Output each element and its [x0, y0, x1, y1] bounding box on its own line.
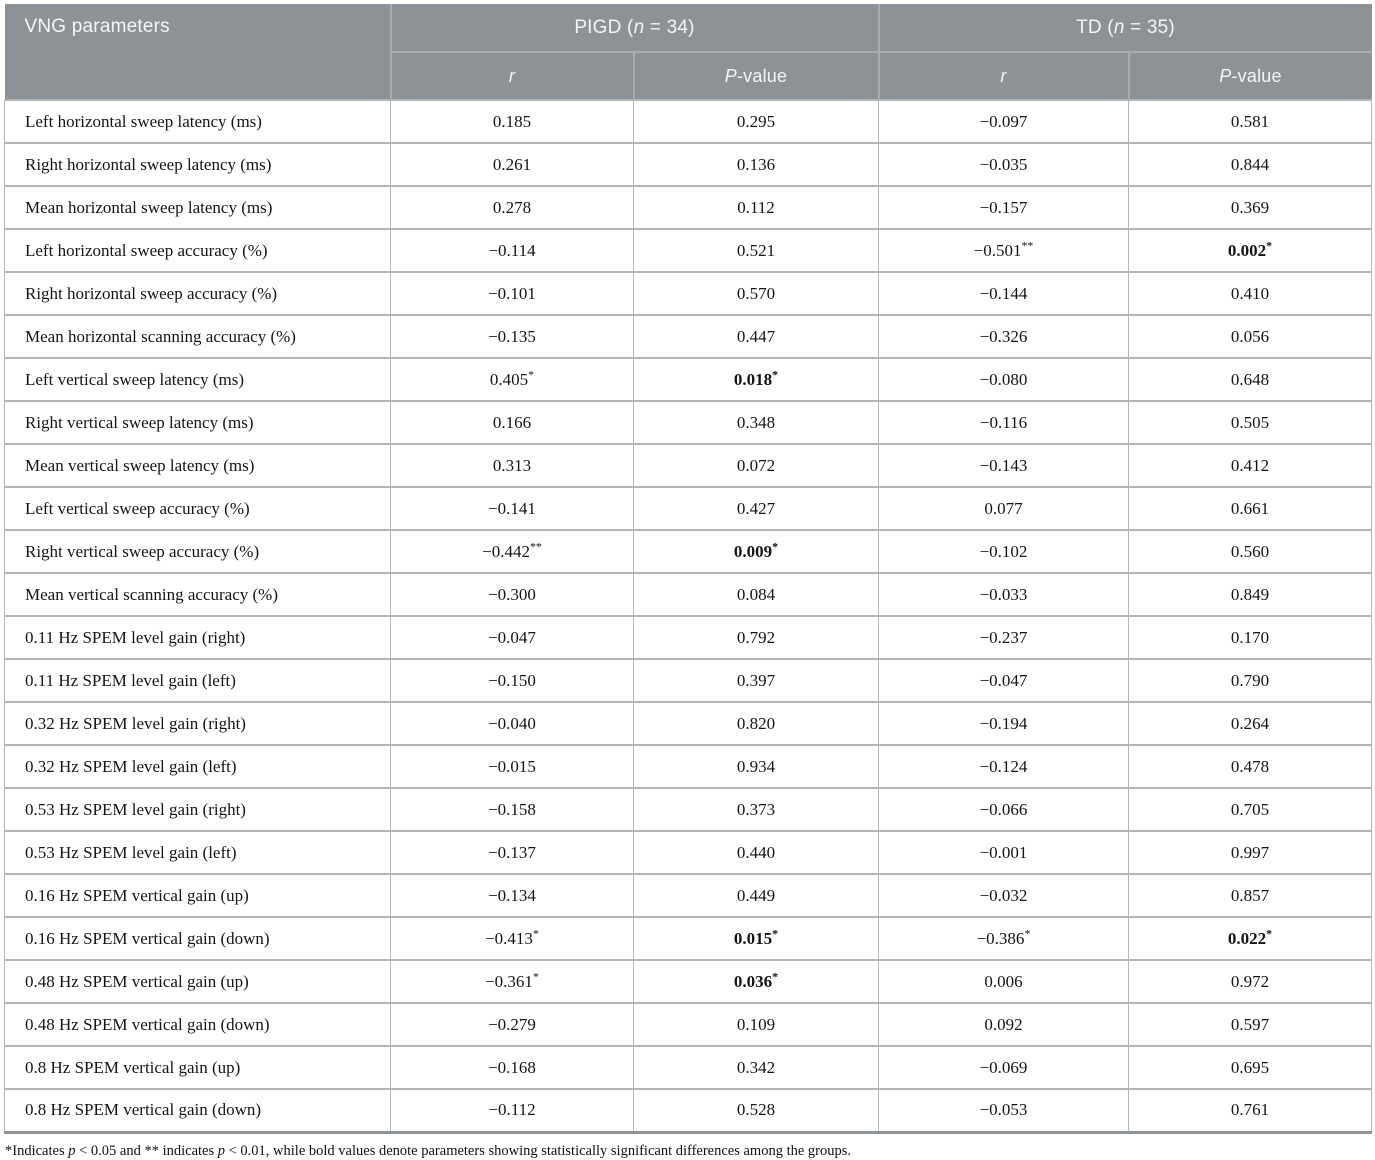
- table-row: [5, 788, 1372, 831]
- parameter-cell: Left vertical sweep accuracy (%): [5, 487, 391, 530]
- table-row: [5, 444, 1372, 487]
- value-cell: −0.015: [391, 745, 634, 788]
- table-row: [5, 1003, 1372, 1046]
- table-row: [5, 315, 1372, 358]
- value-cell: 0.018*: [634, 358, 879, 401]
- parameter-cell: Right vertical sweep accuracy (%): [5, 530, 391, 573]
- value-cell: −0.157: [879, 186, 1129, 229]
- value-cell: 0.560: [1129, 530, 1372, 573]
- value-cell: −0.112: [391, 1089, 634, 1132]
- value-cell: −0.116: [879, 401, 1129, 444]
- value-cell: 0.427: [634, 487, 879, 530]
- value-cell: −0.101: [391, 272, 634, 315]
- parameter-cell: Mean vertical scanning accuracy (%): [5, 573, 391, 616]
- value-cell: 0.112: [634, 186, 879, 229]
- value-cell: 0.373: [634, 788, 879, 831]
- table-row: [5, 530, 1372, 573]
- sub-header-pvalue-td: P-value: [1129, 52, 1372, 100]
- value-cell: 0.449: [634, 874, 879, 917]
- table-row: [5, 1046, 1372, 1089]
- value-cell: 0.006: [879, 960, 1129, 1003]
- value-cell: −0.097: [879, 100, 1129, 143]
- value-cell: 0.705: [1129, 788, 1372, 831]
- sub-header-pvalue-pigd: P-value: [634, 52, 879, 100]
- table-row: [5, 272, 1372, 315]
- value-cell: 0.405*: [391, 358, 634, 401]
- parameter-cell: Right horizontal sweep accuracy (%): [5, 272, 391, 315]
- parameter-cell: Right vertical sweep latency (ms): [5, 401, 391, 444]
- parameter-cell: 0.8 Hz SPEM vertical gain (down): [5, 1089, 391, 1132]
- table-row: [5, 659, 1372, 702]
- value-cell: 0.022*: [1129, 917, 1372, 960]
- value-cell: 0.761: [1129, 1089, 1372, 1132]
- value-cell: −0.135: [391, 315, 634, 358]
- parameter-cell: 0.48 Hz SPEM vertical gain (up): [5, 960, 391, 1003]
- table-row: [5, 702, 1372, 745]
- table-row: [5, 229, 1372, 272]
- group-header-row: [5, 4, 1372, 52]
- value-cell: −0.168: [391, 1046, 634, 1089]
- value-cell: 0.056: [1129, 315, 1372, 358]
- parameter-cell: 0.11 Hz SPEM level gain (right): [5, 616, 391, 659]
- parameter-cell: 0.53 Hz SPEM level gain (left): [5, 831, 391, 874]
- value-cell: −0.141: [391, 487, 634, 530]
- parameter-cell: 0.48 Hz SPEM vertical gain (down): [5, 1003, 391, 1046]
- value-cell: −0.300: [391, 573, 634, 616]
- value-cell: 0.166: [391, 401, 634, 444]
- value-cell: −0.237: [879, 616, 1129, 659]
- footnote: *Indicates p < 0.05 and ** indicates p < 0.01, while bold values denote parameters showing statistically significant differences among the groups.: [5, 1142, 852, 1159]
- value-cell: 0.084: [634, 573, 879, 616]
- value-cell: 0.849: [1129, 573, 1372, 616]
- value-cell: 0.447: [634, 315, 879, 358]
- value-cell: −0.102: [879, 530, 1129, 573]
- value-cell: −0.279: [391, 1003, 634, 1046]
- value-cell: −0.047: [391, 616, 634, 659]
- value-cell: −0.001: [879, 831, 1129, 874]
- table-row: [5, 1089, 1372, 1132]
- value-cell: 0.792: [634, 616, 879, 659]
- value-cell: 0.261: [391, 143, 634, 186]
- value-cell: 0.790: [1129, 659, 1372, 702]
- value-cell: 0.072: [634, 444, 879, 487]
- value-cell: −0.080: [879, 358, 1129, 401]
- value-cell: −0.194: [879, 702, 1129, 745]
- table-row: [5, 917, 1372, 960]
- value-cell: 0.009*: [634, 530, 879, 573]
- parameter-cell: Left horizontal sweep accuracy (%): [5, 229, 391, 272]
- parameter-cell: 0.32 Hz SPEM level gain (left): [5, 745, 391, 788]
- value-cell: −0.032: [879, 874, 1129, 917]
- parameter-cell: Mean horizontal sweep latency (ms): [5, 186, 391, 229]
- value-cell: 0.997: [1129, 831, 1372, 874]
- group-header-td: TD (n = 35): [879, 4, 1372, 52]
- value-cell: −0.442**: [391, 530, 634, 573]
- value-cell: −0.501**: [879, 229, 1129, 272]
- table-header: [5, 4, 1372, 100]
- value-cell: 0.972: [1129, 960, 1372, 1003]
- value-cell: 0.410: [1129, 272, 1372, 315]
- value-cell: 0.412: [1129, 444, 1372, 487]
- table-row: [5, 358, 1372, 401]
- parameter-cell: Mean vertical sweep latency (ms): [5, 444, 391, 487]
- value-cell: −0.114: [391, 229, 634, 272]
- table-row: [5, 874, 1372, 917]
- table-row: [5, 831, 1372, 874]
- value-cell: −0.069: [879, 1046, 1129, 1089]
- value-cell: −0.143: [879, 444, 1129, 487]
- value-cell: −0.150: [391, 659, 634, 702]
- value-cell: 0.109: [634, 1003, 879, 1046]
- value-cell: 0.036*: [634, 960, 879, 1003]
- value-cell: −0.124: [879, 745, 1129, 788]
- value-cell: 0.440: [634, 831, 879, 874]
- value-cell: −0.033: [879, 573, 1129, 616]
- value-cell: 0.185: [391, 100, 634, 143]
- parameter-cell: Left horizontal sweep latency (ms): [5, 100, 391, 143]
- value-cell: 0.264: [1129, 702, 1372, 745]
- value-cell: −0.144: [879, 272, 1129, 315]
- value-cell: 0.820: [634, 702, 879, 745]
- table-row: [5, 487, 1372, 530]
- sub-header-r-pigd: r: [391, 52, 634, 100]
- table-row: [5, 186, 1372, 229]
- value-cell: 0.597: [1129, 1003, 1372, 1046]
- table-row: [5, 616, 1372, 659]
- value-cell: 0.695: [1129, 1046, 1372, 1089]
- value-cell: 0.342: [634, 1046, 879, 1089]
- table-row: [5, 100, 1372, 143]
- parameter-cell: 0.32 Hz SPEM level gain (right): [5, 702, 391, 745]
- value-cell: 0.015*: [634, 917, 879, 960]
- table-row: [5, 573, 1372, 616]
- value-cell: −0.386*: [879, 917, 1129, 960]
- group-header-pigd: PIGD (n = 34): [391, 4, 879, 52]
- value-cell: 0.934: [634, 745, 879, 788]
- value-cell: 0.002*: [1129, 229, 1372, 272]
- value-cell: 0.528: [634, 1089, 879, 1132]
- value-cell: 0.521: [634, 229, 879, 272]
- value-cell: 0.348: [634, 401, 879, 444]
- value-cell: 0.092: [879, 1003, 1129, 1046]
- parameter-cell: 0.16 Hz SPEM vertical gain (down): [5, 917, 391, 960]
- value-cell: 0.570: [634, 272, 879, 315]
- value-cell: 0.313: [391, 444, 634, 487]
- value-cell: 0.661: [1129, 487, 1372, 530]
- value-cell: −0.035: [879, 143, 1129, 186]
- table-row: [5, 745, 1372, 788]
- vng-correlation-table: [4, 4, 1372, 1134]
- value-cell: 0.369: [1129, 186, 1372, 229]
- parameter-cell: 0.53 Hz SPEM level gain (right): [5, 788, 391, 831]
- value-cell: 0.857: [1129, 874, 1372, 917]
- table-row: [5, 143, 1372, 186]
- value-cell: 0.077: [879, 487, 1129, 530]
- value-cell: −0.158: [391, 788, 634, 831]
- parameter-cell: Left vertical sweep latency (ms): [5, 358, 391, 401]
- value-cell: 0.581: [1129, 100, 1372, 143]
- value-cell: −0.066: [879, 788, 1129, 831]
- value-cell: 0.505: [1129, 401, 1372, 444]
- value-cell: 0.278: [391, 186, 634, 229]
- value-cell: −0.326: [879, 315, 1129, 358]
- value-cell: 0.170: [1129, 616, 1372, 659]
- value-cell: −0.040: [391, 702, 634, 745]
- value-cell: −0.361*: [391, 960, 634, 1003]
- sub-header-r-td: r: [879, 52, 1129, 100]
- value-cell: −0.137: [391, 831, 634, 874]
- parameter-cell: 0.8 Hz SPEM vertical gain (up): [5, 1046, 391, 1089]
- parameter-cell: Right horizontal sweep latency (ms): [5, 143, 391, 186]
- parameter-cell: Mean horizontal scanning accuracy (%): [5, 315, 391, 358]
- value-cell: 0.478: [1129, 745, 1372, 788]
- value-cell: 0.136: [634, 143, 879, 186]
- value-cell: 0.397: [634, 659, 879, 702]
- value-cell: −0.053: [879, 1089, 1129, 1132]
- value-cell: −0.413*: [391, 917, 634, 960]
- value-cell: 0.295: [634, 100, 879, 143]
- parameter-cell: 0.16 Hz SPEM vertical gain (up): [5, 874, 391, 917]
- table-row: [5, 401, 1372, 444]
- table-row: [5, 960, 1372, 1003]
- parameter-cell: 0.11 Hz SPEM level gain (left): [5, 659, 391, 702]
- table-body: [5, 100, 1372, 1132]
- value-cell: 0.648: [1129, 358, 1372, 401]
- column-header-vng-parameters: VNG parameters: [5, 4, 391, 100]
- value-cell: −0.047: [879, 659, 1129, 702]
- value-cell: −0.134: [391, 874, 634, 917]
- value-cell: 0.844: [1129, 143, 1372, 186]
